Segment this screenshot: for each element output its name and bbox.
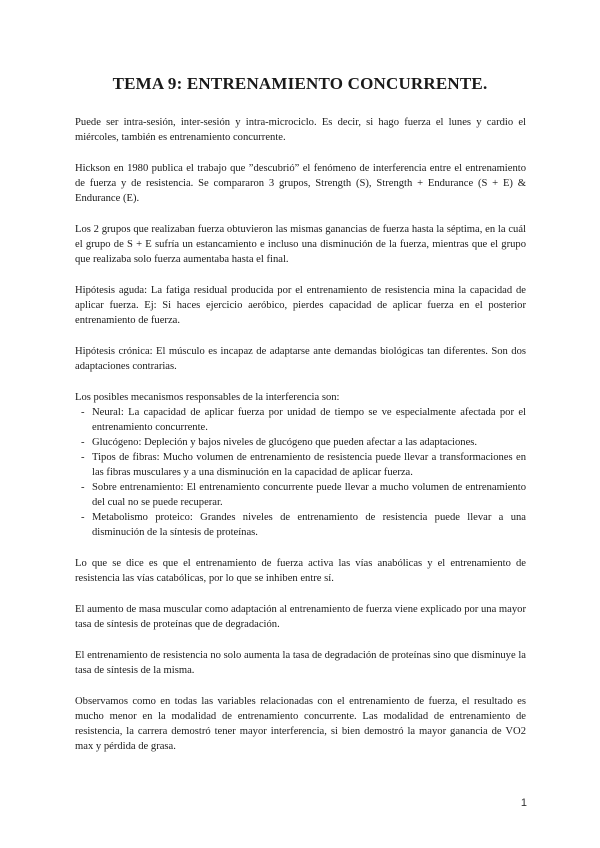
paragraph-acute-hypothesis: Hipótesis aguda: La fatiga residual producida por el entrenamiento de resistencia mina la capacidad de aplicar fuerza. Ej: Si haces ejercicio aeróbico, pierdes capacidad de aplicar fuerza en el posterior entrenamiento de fuerza.: [75, 285, 526, 326]
list-item: - Neural: La capacidad de aplicar fuerza por unidad de tiempo se ve especialmente afectada por el entrenamiento concurrente.: [81, 407, 526, 433]
list-item: - Tipos de fibras: Mucho volumen de entrenamiento de resistencia puede llevar a transformaciones en las fibras musculares y a una disminución en la capacidad de aplicar fuerza.: [81, 452, 526, 478]
paragraph-groups-results: Los 2 grupos que realizaban fuerza obtuvieron las mismas ganancias de fuerza hasta la séptima, en la cuál el grupo de S + E sufría un estancamiento e incluso una disminución de la fuerza, mientras que el grupo que realizaba solo fuerza aumentaba hasta el final.: [75, 224, 526, 265]
page-title: TEMA 9: ENTRENAMIENTO CONCURRENTE.: [112, 74, 488, 93]
paragraph-intro-types: Puede ser intra-sesión, inter-sesión y intra-microciclo. Es decir, si hago fuerza el lunes y cardio el miércoles, también es entrenamiento concurrente.: [75, 117, 526, 143]
page-number: 1: [520, 797, 527, 809]
bullet-dash: -: [81, 482, 85, 493]
paragraph-mechanisms-intro: Los posibles mecanismos responsables de la interferencia son:: [75, 392, 340, 403]
paragraph-muscle-mass: El aumento de masa muscular como adaptación al entrenamiento de fuerza viene explicado por una mayor tasa de síntesis de proteínas que de degradación.: [75, 604, 526, 630]
list-item: - Glucógeno: Depleción y bajos niveles de glucógeno que pueden afectar a las adaptaciones.: [81, 437, 478, 448]
list-item: - Metabolismo proteico: Grandes niveles de entrenamiento de resistencia puede llevar a una disminución de la síntesis de proteínas.: [81, 512, 526, 538]
bullet-dash: -: [81, 512, 85, 523]
bullet-dash: -: [81, 452, 85, 463]
bullet-dash: -: [81, 437, 85, 448]
paragraph-endurance-degradation: El entrenamiento de resistencia no solo aumenta la tasa de degradación de proteínas sino que disminuye la tasa de síntesis de la misma.: [75, 650, 526, 676]
list-item: - Sobre entrenamiento: El entrenamiento concurrente puede llevar a mucho volumen de entrenamiento del cual no se puede recuperar.: [81, 482, 526, 508]
document-body: [75, 115, 526, 754]
paragraph-chronic-hypothesis: Hipótesis crónica: El músculo es incapaz de adaptarse ante demandas biológicas tan diferentes. Son dos adaptaciones contrarias.: [75, 346, 526, 372]
paragraph-pathways: Lo que se dice es que el entrenamiento de fuerza activa las vías anabólicas y el entrenamiento de resistencia las vías catabólicas, por lo que se inhiben entre sí.: [75, 558, 526, 584]
paragraph-conclusion: Observamos como en todas las variables relacionadas con el entrenamiento de fuerza, el resultado es mucho menor en la modalidad de entrenamiento concurrente. Las modalidad de entrenamiento de resistencia, la carrera demostró tener mayor interferencia, si bien demostró la mayor ganancia de VO2 max y pérdida de grasa.: [75, 696, 526, 752]
mechanisms-list: [75, 405, 526, 540]
paragraph-hickson: Hickson en 1980 publica el trabajo que ”descubrió” el fenómeno de interferencia entre el entrenamiento de fuerza y de resistencia. Se compararon 3 grupos, Strength (S), Strength + Endurance (S + E) & Endurance (E).: [75, 163, 526, 204]
bullet-dash: -: [81, 407, 85, 418]
